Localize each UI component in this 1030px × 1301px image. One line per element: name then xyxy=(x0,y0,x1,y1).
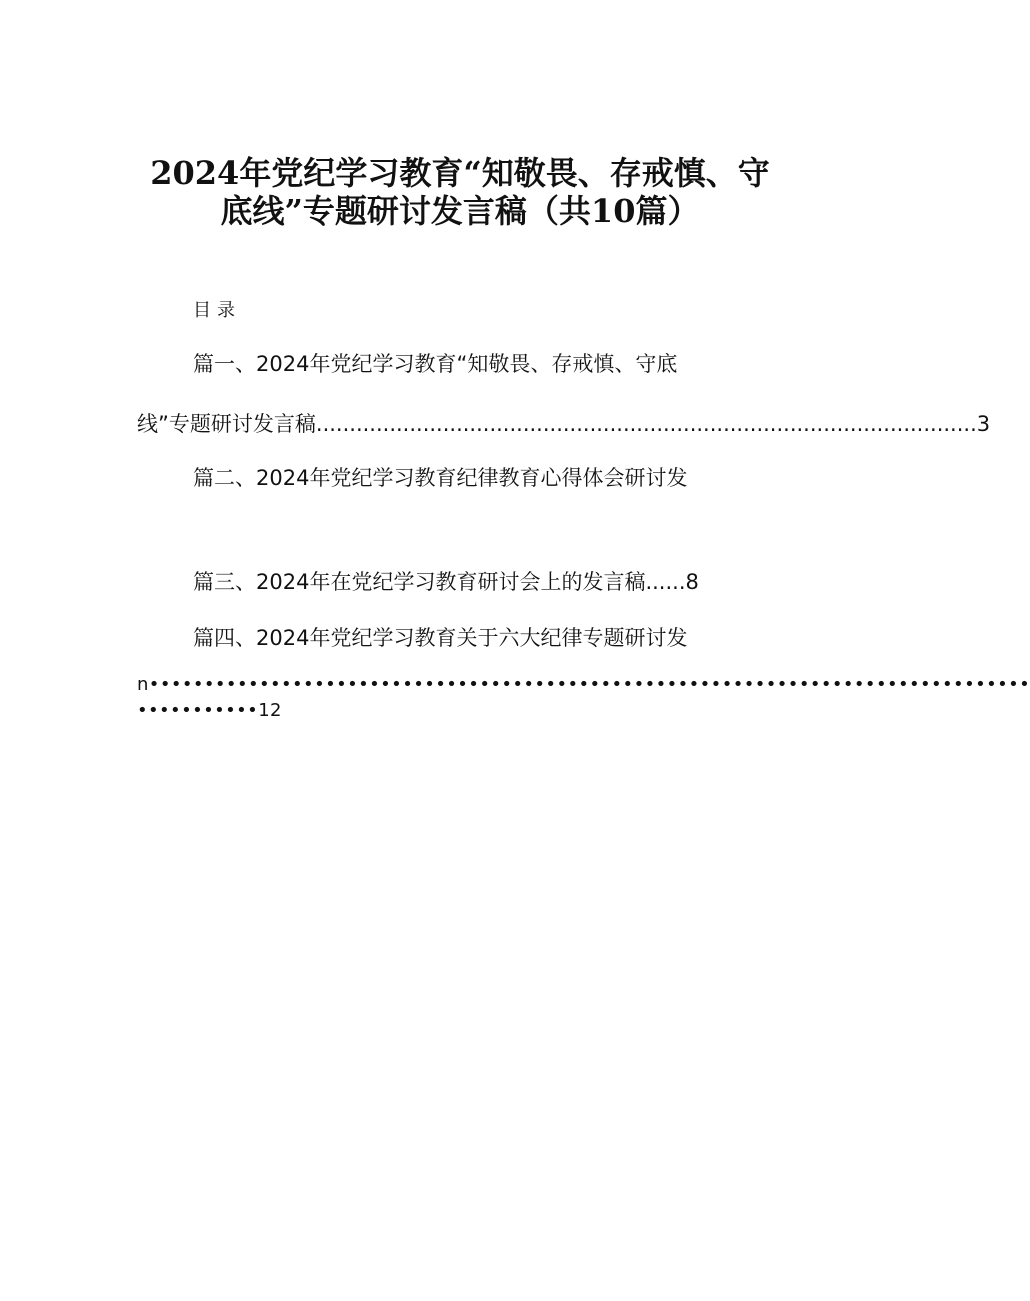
toc-entry-1-leader-dots: ................................................................................................... xyxy=(315,412,977,436)
toc-entry-3[interactable]: 篇三、2024年在党纪学习教育研讨会上的发言稿......8 xyxy=(193,570,699,594)
toc-entry-1-line-2[interactable] xyxy=(137,408,991,438)
toc-entry-1-line-1[interactable]: 篇一、2024年党纪学习教育“知敬畏、存戒慎、守底 xyxy=(193,352,678,376)
toc-entry-4-line-3: •••••••••••12 xyxy=(137,700,282,721)
toc-entry-4-line-2: n•••••••••••••••••••••••••••••••••••••••••••••••••••••••••••••••••••••••••••••••• xyxy=(137,674,1030,695)
toc-entry-1-page-number: 3 xyxy=(976,412,991,436)
toc-entry-2[interactable]: 篇二、2024年党纪学习教育纪律教育心得体会研讨发 xyxy=(193,466,688,490)
toc-entry-4-line-1[interactable]: 篇四、2024年党纪学习教育关于六大纪律专题研讨发 xyxy=(193,626,688,650)
toc-entry-1-text: 线”专题研讨发言稿 xyxy=(137,412,316,436)
document-title-line-1: 2024年党纪学习教育“知敬畏、存戒慎、守 xyxy=(150,154,770,192)
document-title-line-2: 底线”专题研讨发言稿（共10篇） xyxy=(220,192,700,230)
toc-heading: 目录 xyxy=(193,300,241,321)
